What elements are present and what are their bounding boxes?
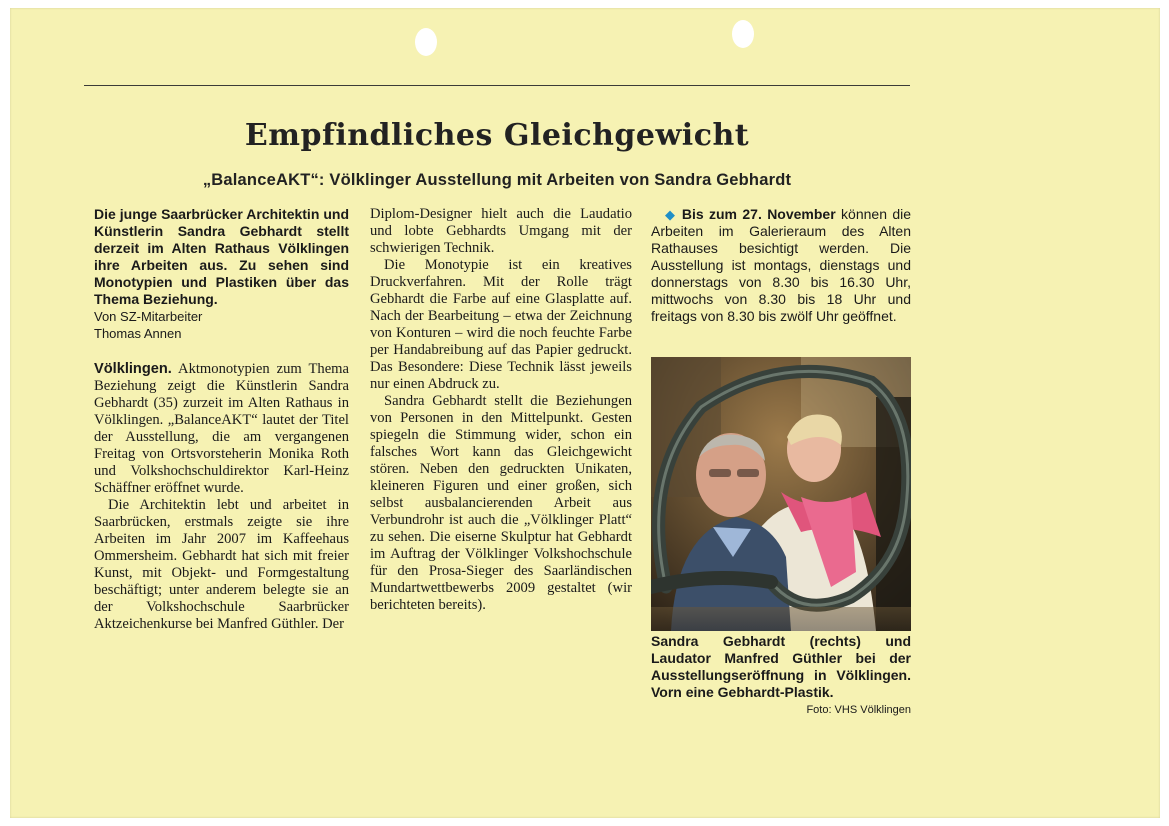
lead-paragraph: Die junge Saarbrücker Architektin und Künstlerin Sandra Gebhardt stellt derzeit im Alten Rathaus Völklingen ihre Arbeiten aus. Zu sehen sind Monotypien und Plastiken über das Thema Beziehung. <box>94 206 349 307</box>
top-rule <box>84 85 910 86</box>
byline <box>94 308 349 342</box>
body-paragraph-1 <box>94 361 349 497</box>
article-column-2 <box>370 206 632 614</box>
byline-author: Thomas Annen <box>94 326 182 341</box>
info-text: können die Arbeiten im Galerieraum des Alten Rathauses besichtigt werden. Die Ausstellung ist montags, dienstags und donnerstags von 8.30 bis 16.30 Uhr, mittwochs von 8.30 bis 18 Uhr und freitags von 8.30 bis zwölf Uhr geöffnet. <box>651 206 912 324</box>
body-paragraph-3: Diplom-Designer hielt auch die Laudatio und lobte Gebhardts Umgang mit der schwierigen Technik. <box>370 206 632 256</box>
diamond-bullet-icon: ◆ <box>665 207 677 222</box>
body-paragraph-4: Die Monotypie ist ein kreatives Druckverfahren. Mit der Rolle trägt Gebhardt die Farbe auf eine Glasplatte auf. Nach der Bearbeitung – etwa der Zeichnung von Konturen – wird die noch feuchte Farbe per Handabreibung auf das Papier gedruckt. Das Besondere: Diese Technik lässt jeweils nur einen Abdruck zu. <box>370 257 632 392</box>
caption-text: Sandra Gebhardt (rechts) und Laudator Manfred Güthler bei der Ausstellungseröffnung in Völklingen. Vorn eine Gebhardt-Plastik. <box>651 633 911 700</box>
subheadline: „BalanceAKT“: Völklinger Ausstellung mit Arbeiten von Sandra Gebhardt <box>202 171 792 189</box>
info-box <box>651 206 911 325</box>
article-column-3 <box>651 206 911 325</box>
byline-line-1: Von SZ-Mitarbeiter <box>94 309 203 324</box>
article-column-1 <box>94 206 349 633</box>
photo-caption <box>651 633 911 719</box>
body-paragraph-2: Die Architektin lebt und arbeitet in Saarbrücken, erstmals zeigte sie ihre Arbeiten im Jahr 2007 im Kaffeehaus Ommersheim. Gebhardt hat sich mit freier Kunst, mit Objekt- und Formgestaltung beschäftigt; unter anderem belegte sie an der Volkshochschule Saarbrücker Aktzeichenkurse bei Manfred Güthler. Der <box>94 497 349 632</box>
body-paragraph-1-text: Aktmonotypien zum Thema Beziehung zeigt die Künstlerin Sandra Gebhardt (35) zurzeit im Alten Rathaus in Völklingen. „BalanceAKT“ lautet der Titel der Ausstellung, die am vergangenen Freitag von Ortsvorsteherin Monika Roth und Volkshochschuldirektor Karl-Heinz Schäffner eröffnet wurde. <box>94 361 349 496</box>
body-paragraph-5: Sandra Gebhardt stellt die Beziehungen von Personen in den Mittelpunkt. Gesten spiegeln die Stimmung wider, schon ein falsches Wort kann das Gleichgewicht stören. Neben den gedruckten Unikaten, kleineren Figuren und einer großen, sich selbst ausbalancierenden Arbeit aus Verbundrohr ist auch die „Völklinger Platt“ zu sehen. Die eiserne Skulptur hat Gebhardt im Auftrag der Völklinger Volkshochschule für den Prosa-Sieger des Saarländischen Mundartwettbewerbs 2009 gestaltet (wir berichteten bereits). <box>370 393 632 613</box>
photo-credit: Foto: VHS Völklingen <box>806 704 911 716</box>
photo-illustration <box>651 357 911 631</box>
article-photo <box>651 357 911 631</box>
headline: Empfindliches Gleichgewicht <box>244 118 750 153</box>
dateline: Völklingen. <box>94 361 172 377</box>
punch-hole-left <box>415 28 437 56</box>
info-date: Bis zum 27. November <box>681 206 836 222</box>
punch-hole-right <box>732 20 754 48</box>
